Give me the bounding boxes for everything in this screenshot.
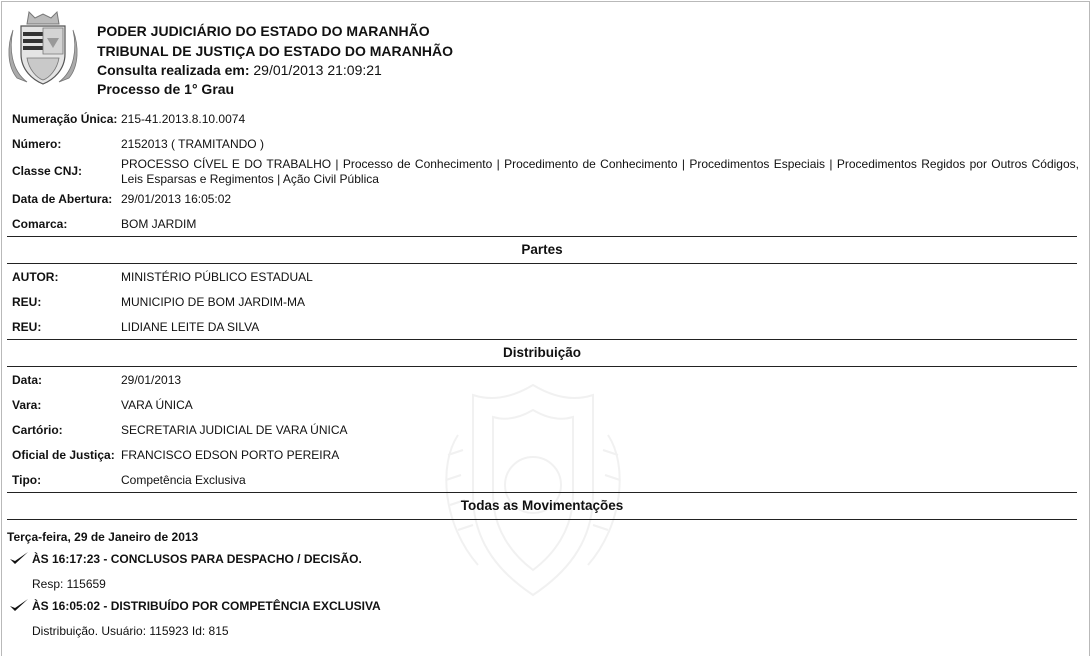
- info-value: 2152013 ( TRAMITANDO ): [121, 137, 264, 151]
- distribuicao-label: Tipo:: [12, 473, 42, 487]
- distribuicao-label: Cartório:: [12, 423, 63, 437]
- movimentacao-day: Terça-feira, 29 de Janeiro de 2013: [7, 530, 199, 544]
- movimentacao-title: ÀS 16:17:23 - CONCLUSOS PARA DESPACHO / DECISÃO.: [32, 552, 362, 566]
- distribuicao-value: FRANCISCO EDSON PORTO PEREIRA: [121, 448, 340, 462]
- check-icon: [9, 551, 29, 565]
- distribuicao-label: Vara:: [12, 398, 42, 412]
- distribuicao-value: VARA ÚNICA: [121, 398, 193, 412]
- info-value: 29/01/2013 16:05:02: [121, 192, 232, 206]
- movimentacao-item: [9, 551, 362, 566]
- header-line-2: TRIBUNAL DE JUSTIÇA DO ESTADO DO MARANHÃO: [97, 43, 453, 59]
- movimentacao-item: [9, 598, 381, 613]
- distribuicao-value: Competência Exclusiva: [121, 473, 246, 487]
- coat-of-arms-icon: [7, 8, 79, 88]
- consulta-label: Consulta realizada em:: [97, 62, 250, 78]
- info-value: 215-41.2013.8.10.0074: [121, 112, 246, 126]
- info-value: PROCESSO CÍVEL E DO TRABALHO | Processo de Conhecimento | Procedimento de Conhecimento | Procedimentos Especiais | Procedimentos Regidos por Outros Códigos, Leis Esparsas e Regimentos | Ação Civil Pública: [121, 157, 1079, 186]
- parte-label: REU:: [12, 320, 42, 334]
- parte-label: AUTOR:: [12, 270, 59, 284]
- consulta-line: [97, 62, 382, 78]
- distribuicao-label: Data:: [12, 373, 43, 387]
- distribuicao-label: Oficial de Justiça:: [12, 448, 115, 462]
- movimentacao-detail: Distribuição. Usuário: 115923 Id: 815: [32, 624, 229, 638]
- info-row-classe-cnj: [12, 157, 1079, 189]
- header-line-1: PODER JUDICIÁRIO DO ESTADO DO MARANHÃO: [97, 23, 430, 39]
- parte-value: MINISTÉRIO PÚBLICO ESTADUAL: [121, 270, 313, 284]
- info-label: Classe CNJ:: [12, 164, 83, 178]
- info-value: BOM JARDIM: [121, 217, 197, 231]
- check-icon: [9, 598, 29, 612]
- section-partes: Partes: [7, 236, 1077, 264]
- parte-label: REU:: [12, 295, 42, 309]
- movimentacao-detail: Resp: 115659: [32, 577, 106, 591]
- section-distribuicao: Distribuição: [7, 339, 1077, 367]
- info-label: Data de Abertura:: [12, 192, 113, 206]
- info-label: Comarca:: [12, 217, 68, 231]
- distribuicao-value: 29/01/2013: [121, 373, 182, 387]
- movimentacao-title: ÀS 16:05:02 - DISTRIBUÍDO POR COMPETÊNCIA EXCLUSIVA: [32, 599, 381, 613]
- parte-value: LIDIANE LEITE DA SILVA: [121, 320, 260, 334]
- section-movimentacoes: Todas as Movimentações: [7, 492, 1077, 520]
- info-label: Número:: [12, 137, 62, 151]
- consulta-value: 29/01/2013 21:09:21: [253, 62, 382, 78]
- info-label: Numeração Única:: [12, 112, 118, 126]
- distribuicao-value: SECRETARIA JUDICIAL DE VARA ÚNICA: [121, 423, 348, 437]
- parte-value: MUNICIPIO DE BOM JARDIM-MA: [121, 295, 306, 309]
- processo-grau: Processo de 1° Grau: [97, 81, 235, 97]
